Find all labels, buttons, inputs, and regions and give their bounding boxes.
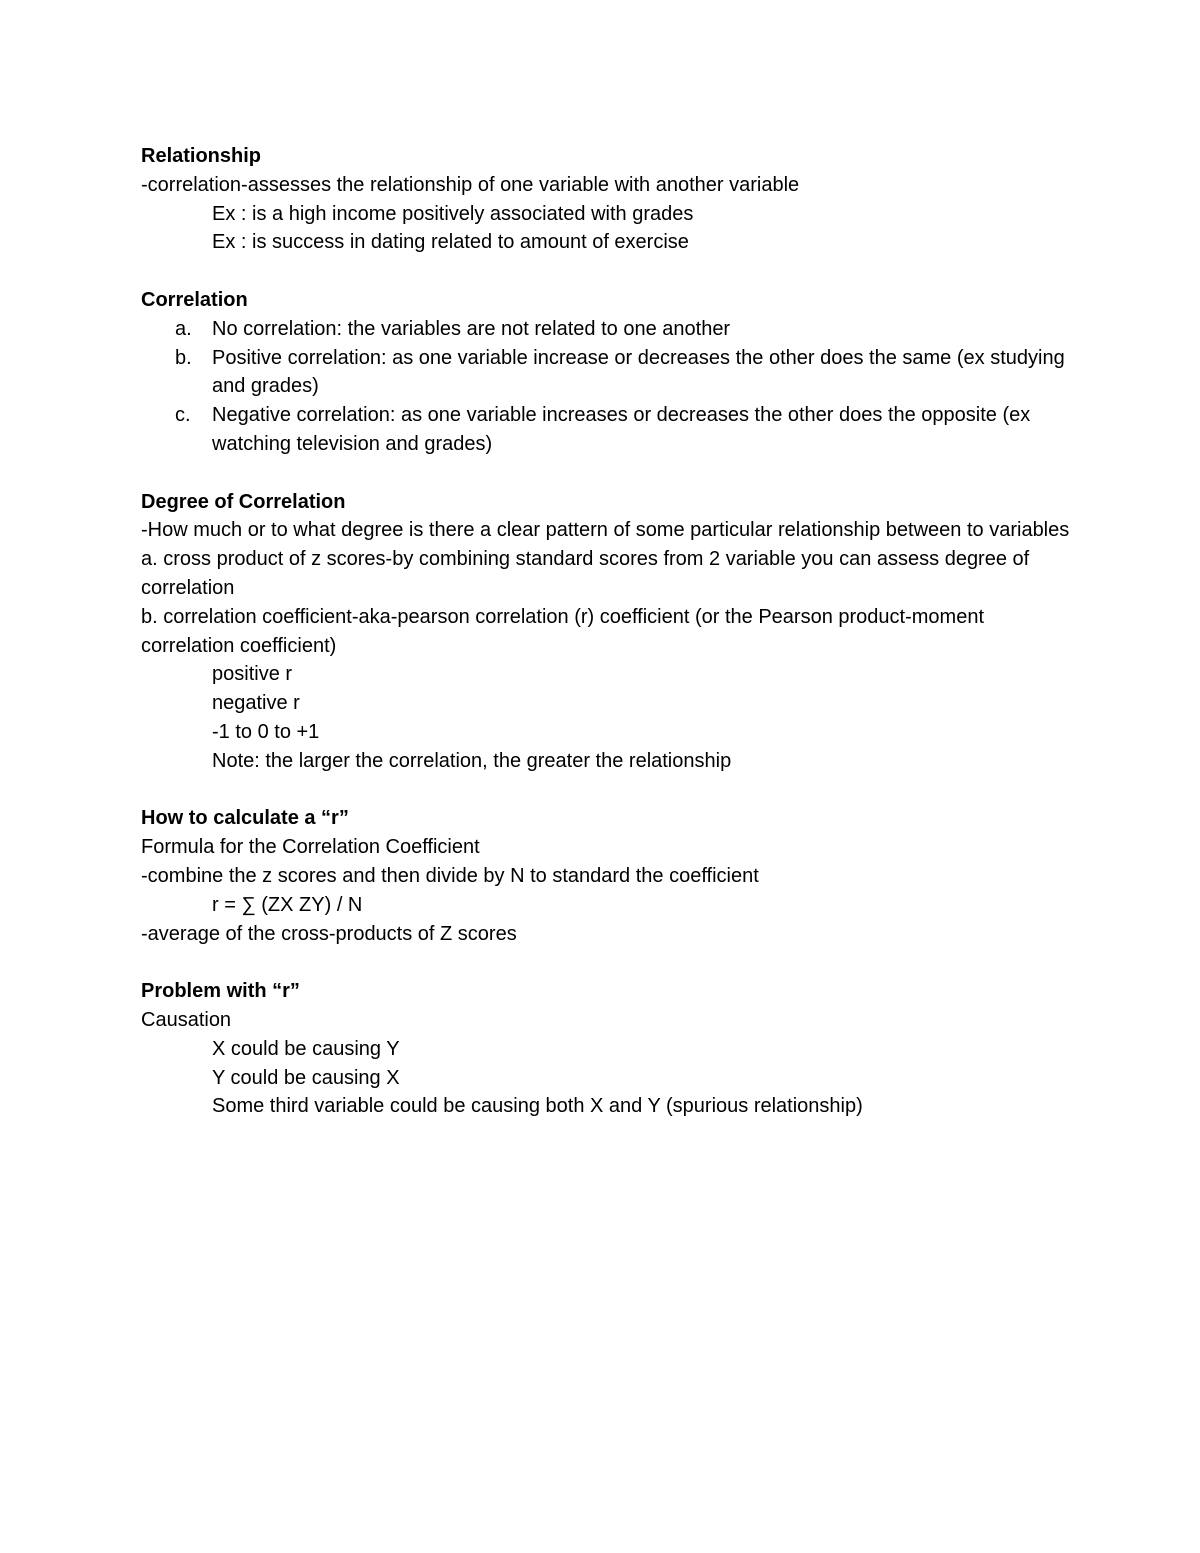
problem-sub-1: X could be causing Y bbox=[212, 1037, 400, 1060]
list-item bbox=[141, 315, 1071, 344]
heading-how-to-calculate: How to calculate a “r” bbox=[141, 807, 349, 830]
degree-paragraph-1: -How much or to what degree is there a clear pattern of some particular relationship between to variables bbox=[141, 519, 1070, 542]
relationship-example-2: Ex : is success in dating related to amount of exercise bbox=[212, 231, 689, 254]
correlation-formula: r = ∑ (ZX ZY) / N bbox=[212, 893, 363, 916]
heading-degree-of-correlation: Degree of Correlation bbox=[141, 490, 346, 513]
list-item bbox=[141, 401, 1071, 459]
list-marker: b. bbox=[175, 346, 192, 369]
relationship-definition: -correlation-assesses the relationship of one variable with another variable bbox=[141, 173, 800, 196]
problem-line-1: Causation bbox=[141, 1008, 232, 1031]
degree-sub-2: negative r bbox=[212, 692, 300, 715]
spacer bbox=[141, 948, 1071, 977]
problem-sub-2: Y could be causing X bbox=[212, 1066, 400, 1089]
degree-paragraph-2: a. cross product of z scores-by combining standard scores from 2 variable you can assess degree of correlation bbox=[141, 548, 1035, 599]
degree-paragraph-3: b. correlation coefficient-aka-pearson correlation (r) coefficient (or the Pearson product-moment correlation coefficient) bbox=[141, 605, 990, 657]
heading-correlation: Correlation bbox=[141, 288, 248, 311]
calculate-line-3: -average of the cross-products of Z scores bbox=[141, 922, 517, 945]
list-item-text: Positive correlation: as one variable increase or decreases the other does the same (ex studying and grades) bbox=[212, 346, 1065, 398]
degree-note: Note: the larger the correlation, the greater the relationship bbox=[212, 749, 732, 772]
list-item bbox=[141, 344, 1071, 402]
spacer bbox=[141, 776, 1071, 805]
spacer bbox=[141, 257, 1071, 286]
heading-problem-with-r: Problem with “r” bbox=[141, 980, 300, 1003]
degree-sub-1: positive r bbox=[212, 663, 293, 686]
correlation-type-list bbox=[141, 315, 1071, 459]
calculate-line-2: -combine the z scores and then divide by N to standard the coefficient bbox=[141, 864, 759, 887]
list-marker: c. bbox=[175, 404, 191, 427]
list-item-text: Negative correlation: as one variable increases or decreases the other does the opposite (ex watching television and grades) bbox=[212, 404, 1031, 455]
spacer bbox=[141, 459, 1071, 488]
list-item-text: No correlation: the variables are not related to one another bbox=[212, 317, 731, 340]
relationship-example-1: Ex : is a high income positively associated with grades bbox=[212, 202, 694, 225]
calculate-line-1: Formula for the Correlation Coefficient bbox=[141, 836, 480, 859]
problem-sub-3: Some third variable could be causing both X and Y (spurious relationship) bbox=[212, 1095, 863, 1118]
list-marker: a. bbox=[175, 317, 192, 340]
document-body bbox=[141, 142, 1071, 1121]
degree-sub-3: -1 to 0 to +1 bbox=[212, 720, 320, 743]
heading-relationship: Relationship bbox=[141, 145, 262, 167]
